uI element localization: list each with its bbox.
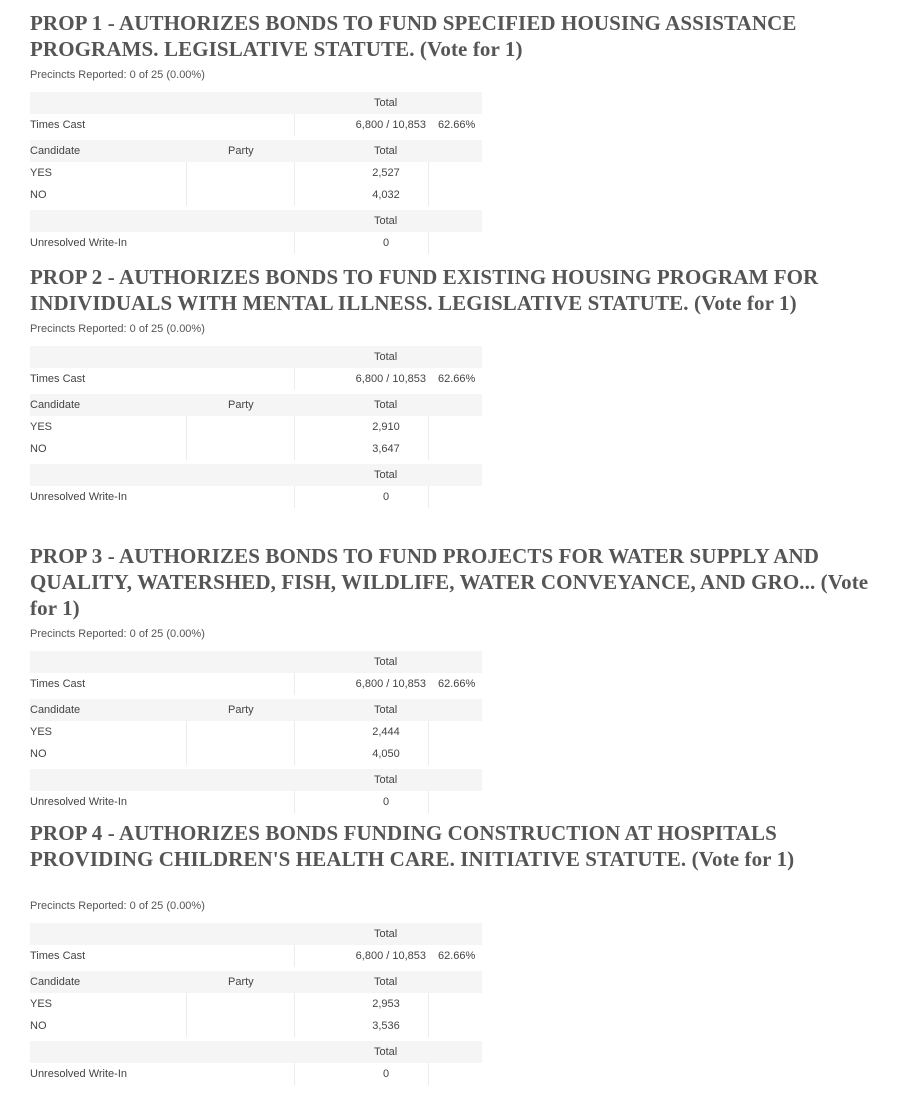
candidate-name: NO [30,1020,47,1032]
candidate-header: Candidate [30,704,81,716]
writein-label: Unresolved Write-In [30,237,127,249]
writein-row [30,791,482,813]
candidate-header-row [30,699,482,721]
times-cast-value: 6,800 / 10,853 [355,950,426,962]
times-cast-value: 6,800 / 10,853 [355,678,426,690]
candidate-name: NO [30,189,47,201]
writein-label: Unresolved Write-In [30,1068,127,1080]
writein-row [30,232,482,254]
prop-section-4 [30,820,890,1085]
candidate-header-row [30,971,482,993]
times-cast-row [30,673,482,695]
precincts-reported: Precincts Reported: 0 of 25 (0.00%) [30,900,205,912]
times-cast-value: 6,800 / 10,853 [355,373,426,385]
times-cast-percent: 62.66% [438,950,476,962]
total-header: Total [374,399,398,411]
writein-header-row [30,210,482,232]
total-header: Total [374,215,398,227]
total-header: Total [374,656,398,668]
candidate-name: NO [30,443,47,455]
table-row [30,993,482,1015]
candidate-name: NO [30,748,47,760]
times-cast-label: Times Cast [30,373,86,385]
times-cast-row [30,114,482,136]
prop-title: PROP 3 - AUTHORIZES BONDS TO FUND PROJECTS FOR WATER SUPPLY AND QUALITY, WATERSHED, FISH, WILDLIFE, WATER CONVEYANCE, AND GRO... (Vote for 1) [30,544,869,620]
table-row [30,162,482,184]
candidate-header: Candidate [30,976,81,988]
total-header: Total [374,351,398,363]
writein-header-row [30,769,482,791]
writein-label: Unresolved Write-In [30,491,127,503]
total-header-row [30,92,482,114]
times-cast-label: Times Cast [30,678,86,690]
total-header: Total [374,704,398,716]
times-cast-percent: 62.66% [438,678,476,690]
candidate-header: Candidate [30,145,81,157]
candidate-name: YES [30,998,53,1010]
total-header-row [30,923,482,945]
writein-row [30,1063,482,1085]
prop-title: PROP 2 - AUTHORIZES BONDS TO FUND EXISTING HOUSING PROGRAM FOR INDIVIDUALS WITH MENTAL ILLNESS. LEGISLATIVE STATUTE. (Vote for 1) [30,265,819,315]
candidate-total: 4,032 [372,189,400,201]
results-table [30,923,482,1085]
total-header-row [30,346,482,368]
table-row [30,721,482,743]
table-row [30,743,482,765]
party-header: Party [228,145,254,157]
results-table [30,346,482,508]
party-header: Party [228,399,254,411]
times-cast-percent: 62.66% [438,373,476,385]
total-header-row [30,651,482,673]
party-header: Party [228,704,254,716]
table-row [30,1015,482,1037]
prop-section-3 [30,543,890,813]
precincts-reported: Precincts Reported: 0 of 25 (0.00%) [30,69,205,81]
candidate-name: YES [30,726,53,738]
times-cast-percent: 62.66% [438,119,476,131]
prop-section-2 [30,264,890,508]
candidate-total: 4,050 [372,748,400,760]
candidate-total: 3,647 [372,443,400,455]
writein-header-row [30,464,482,486]
results-table [30,92,482,254]
times-cast-value: 6,800 / 10,853 [355,119,426,131]
total-header: Total [374,774,398,786]
total-header: Total [374,97,398,109]
table-row [30,184,482,206]
writein-header-row [30,1041,482,1063]
candidate-header-row [30,394,482,416]
candidate-header-row [30,140,482,162]
candidate-name: YES [30,421,53,433]
writein-row [30,486,482,508]
party-header: Party [228,976,254,988]
writein-value: 0 [382,491,390,503]
candidate-total: 3,536 [372,1020,400,1032]
table-row [30,416,482,438]
writein-value: 0 [382,796,390,808]
total-header: Total [374,1046,398,1058]
times-cast-label: Times Cast [30,119,86,131]
prop-section-1 [30,10,890,254]
times-cast-row [30,945,482,967]
precincts-reported: Precincts Reported: 0 of 25 (0.00%) [30,323,205,335]
total-header: Total [374,976,398,988]
candidate-total: 2,444 [372,726,400,738]
prop-title: PROP 4 - AUTHORIZES BONDS FUNDING CONSTRUCTION AT HOSPITALS PROVIDING CHILDREN'S HEALTH CARE. INITIATIVE STATUTE. (Vote for 1) [30,821,795,871]
writein-label: Unresolved Write-In [30,796,127,808]
precincts-reported: Precincts Reported: 0 of 25 (0.00%) [30,628,205,640]
writein-value: 0 [382,237,390,249]
candidate-name: YES [30,167,53,179]
candidate-total: 2,910 [372,421,400,433]
table-row [30,438,482,460]
candidate-total: 2,953 [372,998,400,1010]
total-header: Total [374,145,398,157]
candidate-total: 2,527 [372,167,400,179]
total-header: Total [374,469,398,481]
times-cast-label: Times Cast [30,950,86,962]
prop-title: PROP 1 - AUTHORIZES BONDS TO FUND SPECIFIED HOUSING ASSISTANCE PROGRAMS. LEGISLATIVE STATUTE. (Vote for 1) [30,11,797,61]
times-cast-row [30,368,482,390]
results-table [30,651,482,813]
total-header: Total [374,928,398,940]
candidate-header: Candidate [30,399,81,411]
writein-value: 0 [382,1068,390,1080]
